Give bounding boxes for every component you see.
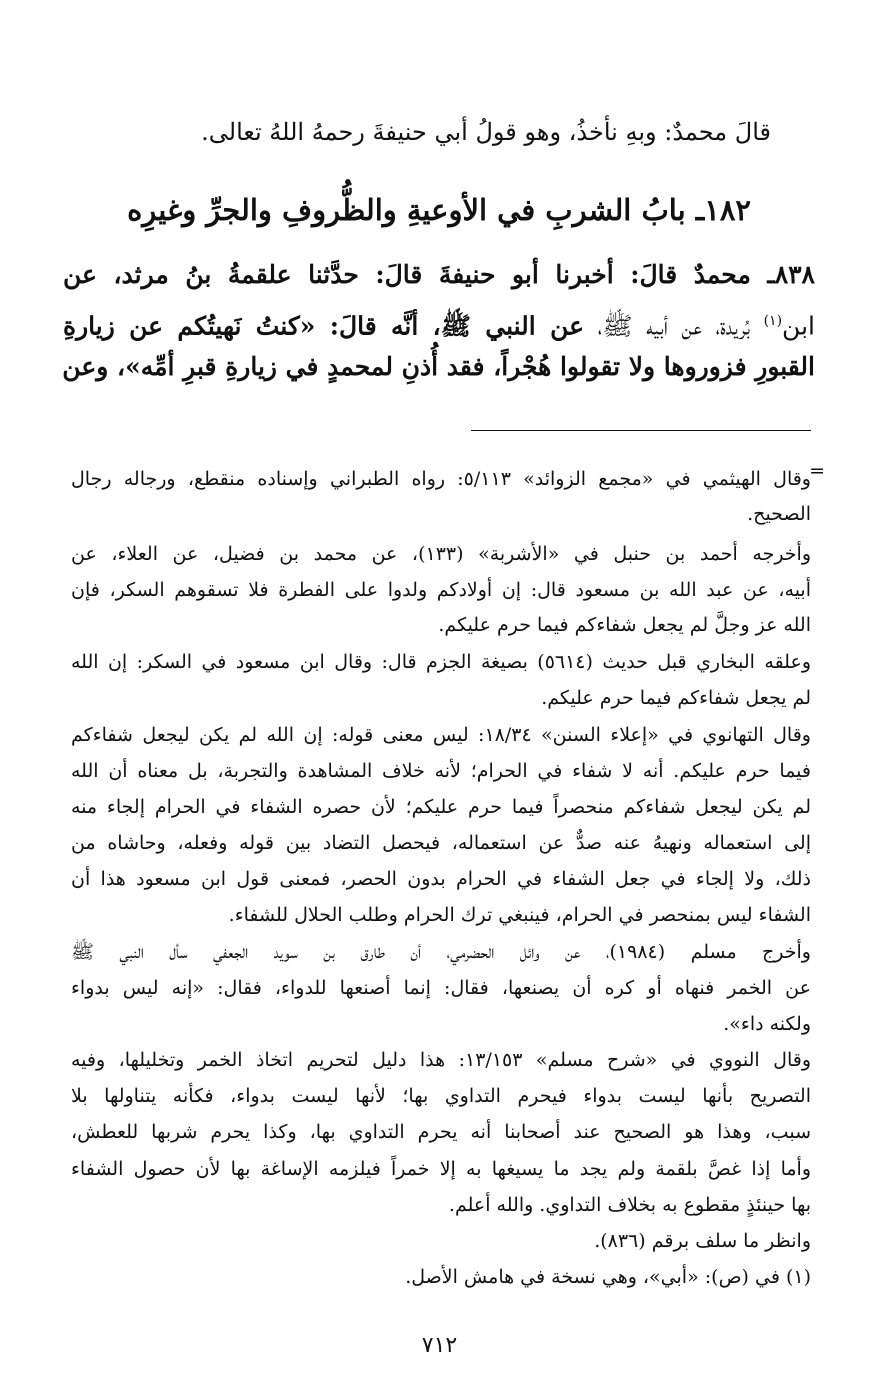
page-number: ٧١٢ xyxy=(421,1333,458,1358)
footnote-line: وقال الهيثمي في «مجمع الزوائد» ٥/١١٣: رواه الطبراني وإسناده منقطع، ورجاله رجال xyxy=(71,468,811,490)
chapter-heading: ١٨٢ـ بابُ الشربِ في الأوعيةِ والظُّروفِ والجرِّ وغيرِه xyxy=(127,193,751,227)
hadith-line-2-quote: عن النبي ﷺ، أنَّه قالَ: «كنتُ نَهيتُكم عن زيارةِ xyxy=(63,311,585,341)
footnote-reference: (١) xyxy=(763,313,783,329)
footnote-line: ولكنه داء». xyxy=(723,1013,811,1035)
footnote-line: بها حينئذٍ مقطوع به بخلاف التداوي. والله أعلم. xyxy=(448,1194,811,1216)
footnote-line: فيما حرم عليكم. أنه لا شفاء في الحرام؛ لأنه خلاف المشاهدة والتجربة، بل معناه أن الله xyxy=(71,760,811,782)
footnote-line: وأخرج مسلم (١٩٨٤)، عن وائل الحضرمي، أن طارق بن سويد الجعفي سأل النبي ﷺ xyxy=(71,941,811,963)
footnote-1: (١) في (ص): «أبي»، وهي نسخة في هامش الأصل. xyxy=(405,1266,811,1288)
footnote-line: الشفاء ليس بمنحصر في الحرام، فينبغي ترك الحرام وطلب الحلال للشفاء. xyxy=(228,904,811,926)
footnote-line: عن الخمر فنهاه أو كره أن يصنعها، فقال: إنما أصنعها للدواء، فقال: «إنه ليس بدواء xyxy=(71,977,811,999)
footnote-line: أبيه، عن عبد الله بن مسعود قال: إن أولادكم ولدوا على الفطرة فلا تسقوهم السكر، فإن xyxy=(71,579,811,601)
footnote-line: الله عز وجلَّ لم يجعل شفاءكم فيما حرم عليكم. xyxy=(438,614,811,636)
hadith-line-2-start: ابن xyxy=(782,311,815,341)
footnote-line: وعلقه البخاري قبل حديث (٥٦١٤) بصيغة الجزم قال: وقال ابن مسعود في السكر: إن الله xyxy=(71,651,811,673)
hadith-line-1: ٨٣٨ـ محمدٌ قالَ: أخبرنا أبو حنيفةَ قالَ: حدَّثنا علقمةُ بنُ مرثد، عن xyxy=(63,260,815,289)
footnote-line: التصريح بأنها ليست بدواء فيحرم التداوي بها؛ لأنها ليست بدواء، فكأنه يتناولها بلا xyxy=(71,1085,811,1107)
hadith-line-2-middle: بُريدة، عن أبيه ﷺ، xyxy=(584,311,764,341)
footnote-line: وانظر ما سلف برقم (٨٣٦). xyxy=(594,1230,811,1252)
footnote-line: لم يجعل شفاءكم فيما حرم عليكم. xyxy=(541,687,811,709)
footnote-line: وأخرجه أحمد بن حنبل في «الأشربة» (١٣٣)، عن محمد بن فضيل، عن العلاء، عن xyxy=(71,543,811,565)
footnote-line: وأما إذا غصَّ بلقمة ولم يجد ما يسيغها به إلا خمراً فيلزمه الإساغة بها لأن حصول الشفاء xyxy=(71,1158,811,1180)
footnote-line: إلى استعماله ونهيهُ عنه صدٌّ عن استعماله، فيحصل التضاد بين قوله وفعله، وحاشاه من xyxy=(71,832,811,854)
footnote-line: سبب، وهذا هو الصحيح عند أصحابنا أنه يحرم التداوي بها، وكذا يحرم شربها للعطش، xyxy=(71,1121,811,1143)
continuation-mark: = xyxy=(809,460,825,482)
footnote-line: وقال النووي في «شرح مسلم» ١٣/١٥٣: هذا دليل لتحريم اتخاذ الخمر وتخليلها، وفيه xyxy=(71,1049,811,1071)
footnote-line: لم يكن ليجعل شفاءكم منحصراً فيما حرم عليكم؛ لأن حصره الشفاء في الحرام إلجاء منه xyxy=(71,796,811,818)
footnote-line: وقال التهانوي في «إعلاء السنن» ١٨/٣٤: ليس معنى قوله: إن الله لم يكن ليجعل شفاءكم xyxy=(71,724,811,746)
hadith-line-3: القبورِ فزوروها ولا تقولوا هُجْراً، فقد أُذنِ لمحمدٍ في زيارةِ قبرِ أمِّه»، وعن xyxy=(62,352,815,381)
footnote-separator xyxy=(471,430,811,431)
footnote-line: الصحيح. xyxy=(747,503,811,525)
footnote-line: ذلك، ولا إلجاء في جعل الشفاء في الحرام بدون الحصر، فمعنى قول ابن مسعود هذا أن xyxy=(71,868,811,890)
lead-sentence: قالَ محمدٌ: وبهِ نأخذُ، وهو قولُ أبي حنيفةَ رحمهُ اللهُ تعالى. xyxy=(201,118,771,146)
hadith-line-2 xyxy=(63,302,815,345)
